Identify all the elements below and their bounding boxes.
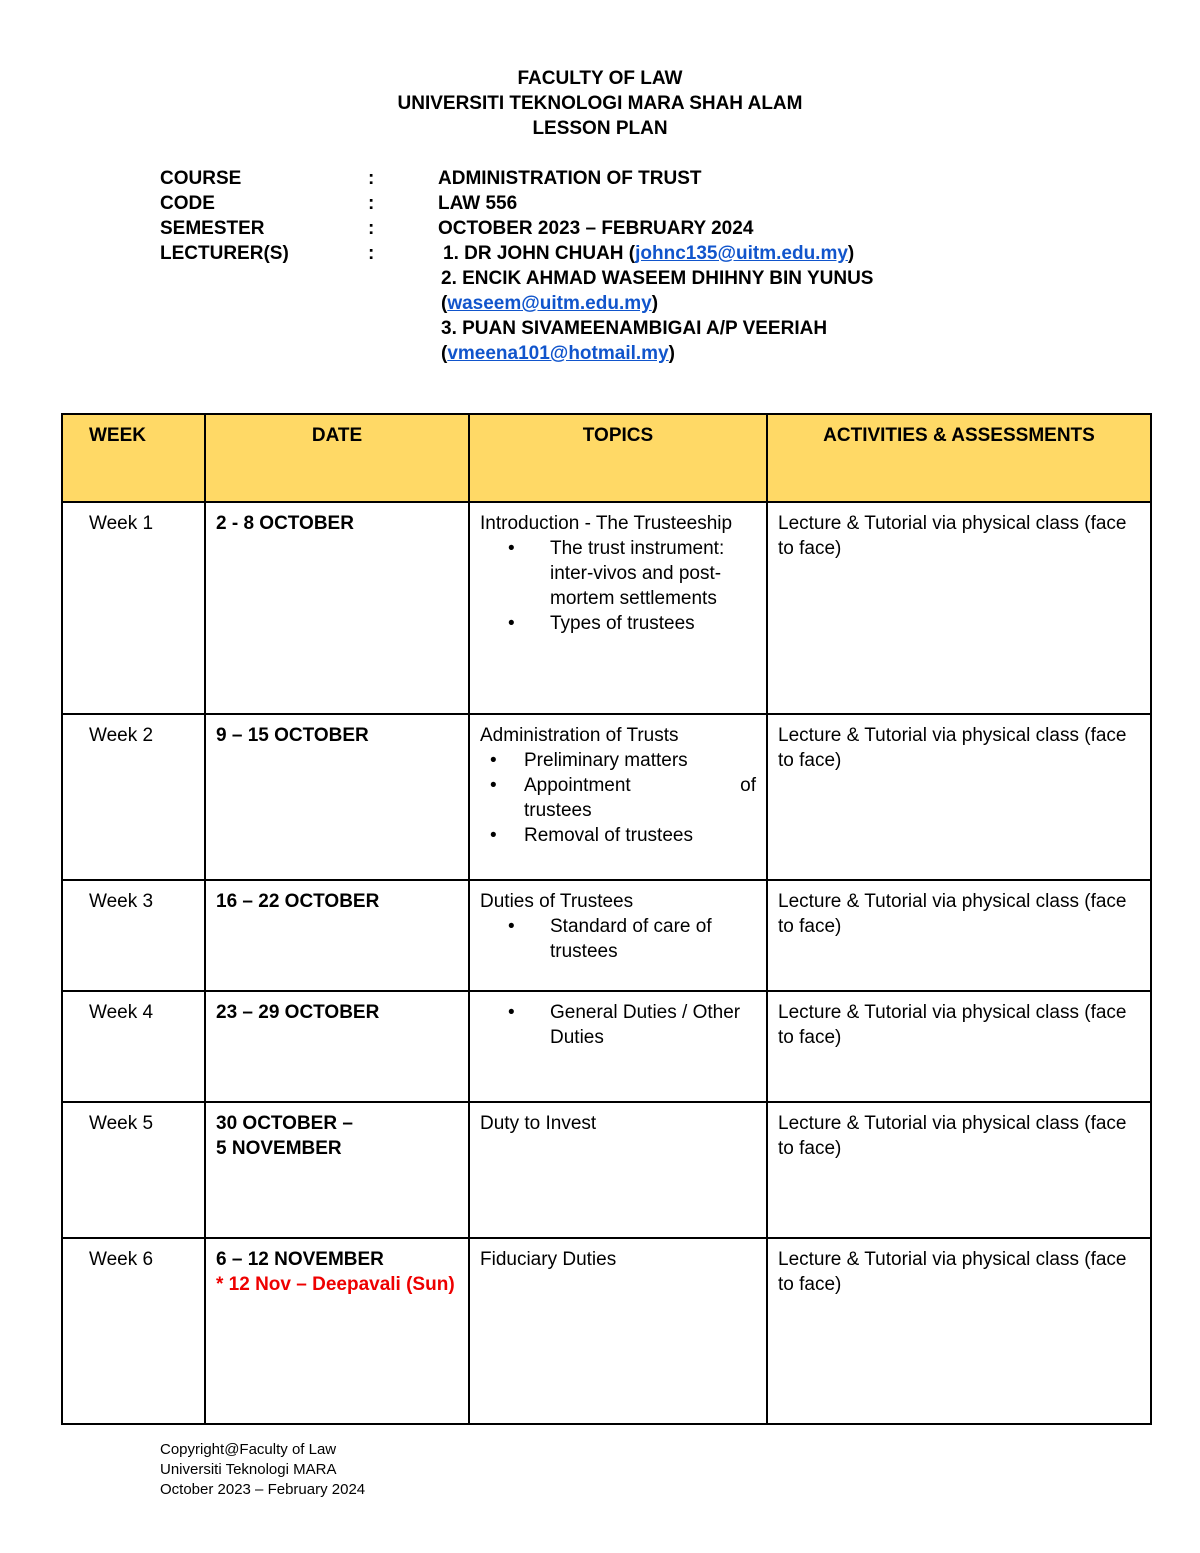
activity-cell: Lecture & Tutorial via physical class (face to face) [767,502,1151,714]
activity-cell: Lecture & Tutorial via physical class (face to face) [767,991,1151,1102]
lecturer-2-open: ( [441,293,448,314]
lesson-plan-title: LESSON PLAN [532,118,668,139]
lecturer-1 [443,241,854,266]
copyright-footer [160,1440,365,1500]
faculty-title: FACULTY OF LAW [517,68,683,89]
justified-line [524,773,756,798]
semester-value: OCTOBER 2023 – FEBRUARY 2024 [438,218,754,239]
date-cell: 23 – 29 OCTOBER [205,991,469,1102]
bullet-word: of [740,775,756,796]
footer-line: Copyright@Faculty of Law [160,1441,337,1458]
week-cell: Week 1 [62,502,205,714]
lecturer-3-close: ) [668,343,675,364]
semester-label: SEMESTER [160,218,265,239]
list-item: • General Duties / Other Duties [550,1000,756,1050]
list-item: • Standard of care of trustees [550,914,756,964]
header-week: WEEK [62,414,205,502]
topic-bullets [480,914,756,964]
table-row [62,1238,1151,1424]
table-row [62,502,1151,714]
topic-cell [469,714,767,880]
university-title: UNIVERSITI TEKNOLOGI MARA SHAH ALAM [397,93,803,114]
topic-bullets [480,748,756,848]
activity-cell: Lecture & Tutorial via physical class (face to face) [767,880,1151,991]
week-cell: Week 3 [62,880,205,991]
list-item: • Removal of trustees [524,823,756,848]
code-colon: : [368,193,375,214]
topic-intro: Introduction - The Trusteeship [480,513,733,534]
lecturer-2-name: 2. ENCIK AHMAD WASEEM DHIHNY BIN YUNUS [441,268,874,289]
list-item: • Types of trustees [550,611,756,636]
lecturer-colon: : [368,243,375,264]
lecturer-2-close: ) [651,293,659,314]
week-cell: Week 5 [62,1102,205,1238]
activity-cell: Lecture & Tutorial via physical class (face to face) [767,1238,1151,1424]
course-label: COURSE [160,168,242,189]
lecturer-2-email-link[interactable]: waseem@uitm.edu.my [447,293,652,314]
header-activities: ACTIVITIES & ASSESSMENTS [767,414,1151,502]
date-line: 30 OCTOBER – [216,1113,353,1134]
lecturer-1-email-link[interactable]: johnc135@uitm.edu.my [635,243,848,264]
course-value: ADMINISTRATION OF TRUST [438,168,702,189]
lecturer-3-name: 3. PUAN SIVAMEENAMBIGAI A/P VEERIAH [441,318,828,339]
footer-line: Universiti Teknologi MARA [160,1461,337,1478]
document-header [0,66,1200,141]
lecturer-1-close: ) [847,243,855,264]
lecturer-label: LECTURER(S) [160,243,289,264]
holiday-note: * 12 Nov – Deepavali (Sun) [216,1274,455,1295]
semester-colon: : [368,218,375,239]
list-item: • The trust instrument: inter-vivos and post-mortem settlements [550,536,756,611]
table-row [62,1102,1151,1238]
topic-intro: Duties of Trustees [480,891,634,912]
date-cell [205,1238,469,1424]
code-value: LAW 556 [438,193,518,214]
topic-cell [469,991,767,1102]
bullet-continuation: trustees [524,800,592,821]
week-cell: Week 6 [62,1238,205,1424]
date-cell: 16 – 22 OCTOBER [205,880,469,991]
header-date: DATE [205,414,469,502]
list-item: • Preliminary matters [524,748,756,773]
lecturer-1-name: 1. DR JOHN CHUAH ( [443,243,636,264]
week-cell: Week 4 [62,991,205,1102]
table-row [62,991,1151,1102]
week-cell: Week 2 [62,714,205,880]
topic-bullets [480,1000,756,1050]
topic-intro: Administration of Trusts [480,725,679,746]
footer-line: October 2023 – February 2024 [160,1481,366,1498]
date-line: 5 NOVEMBER [216,1138,342,1159]
activity-cell: Lecture & Tutorial via physical class (face to face) [767,714,1151,880]
header-topics: TOPICS [469,414,767,502]
date-cell [205,1102,469,1238]
date-line: 6 – 12 NOVEMBER [216,1249,384,1270]
topic-cell [469,880,767,991]
date-cell: 2 - 8 OCTOBER [205,502,469,714]
list-item [524,773,756,823]
lecturer-3-email [441,341,675,366]
lecturer-2-email [441,291,658,316]
course-colon: : [368,168,375,189]
lecturer-3-email-link[interactable]: vmeena101@hotmail.my [447,343,669,364]
table-row [62,880,1151,991]
bullet-word: • Appointment [524,775,631,796]
table-header-row [62,414,1151,502]
topic-cell: Duty to Invest [469,1102,767,1238]
topic-cell [469,502,767,714]
lesson-plan-table [61,413,1152,1425]
activity-cell: Lecture & Tutorial via physical class (face to face) [767,1102,1151,1238]
topic-cell: Fiduciary Duties [469,1238,767,1424]
topic-bullets [480,536,756,636]
date-cell: 9 – 15 OCTOBER [205,714,469,880]
table-row [62,714,1151,880]
lecturer-3-open: ( [441,343,448,364]
code-label: CODE [160,193,215,214]
